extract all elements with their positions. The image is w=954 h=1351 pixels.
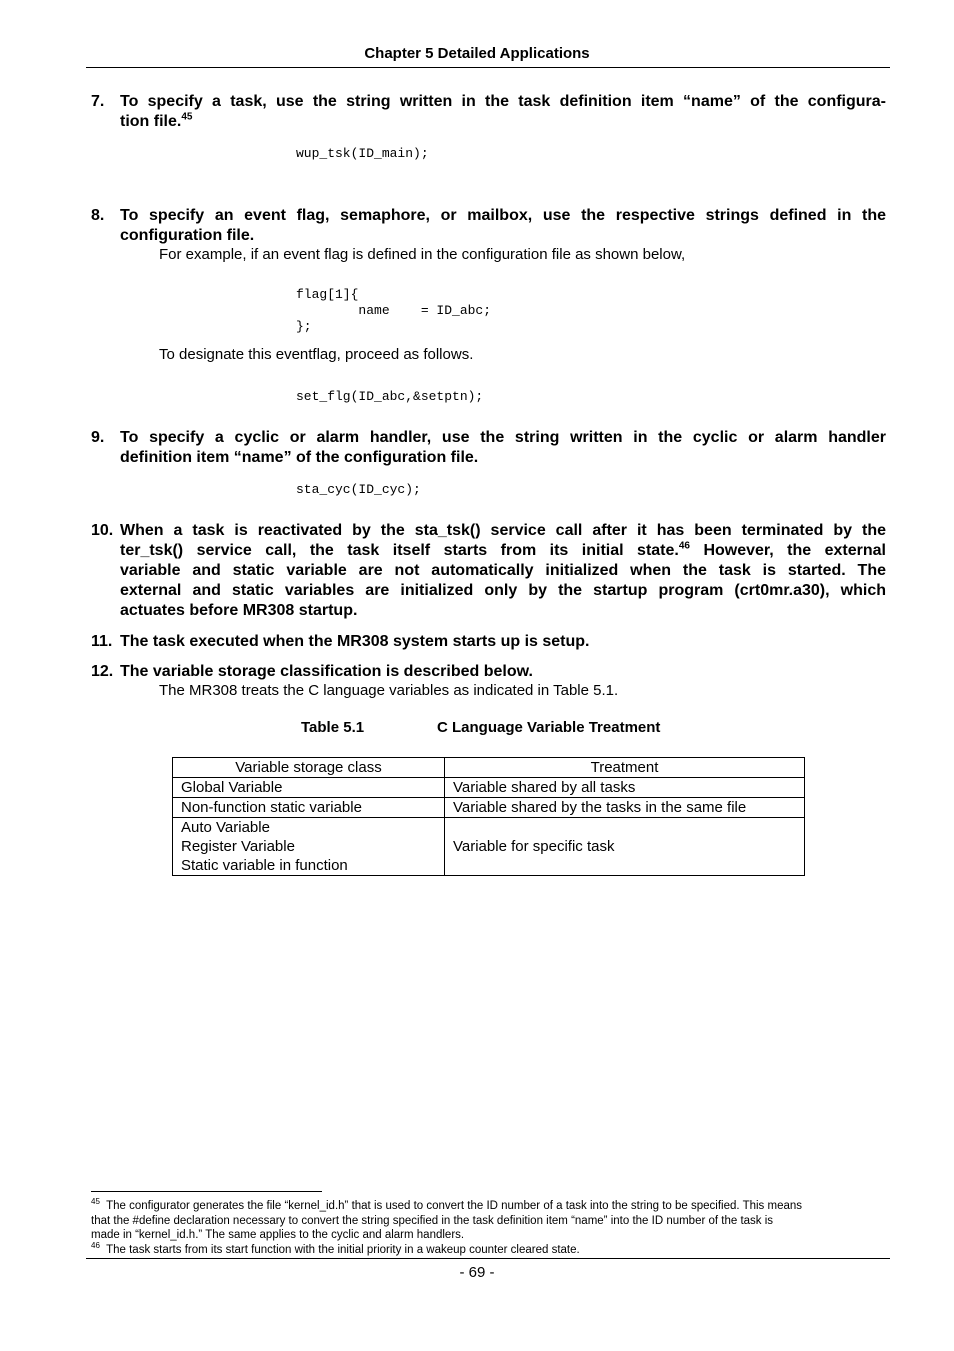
item-8-line-1: To specify an event flag, semaphore, or mailbox, use the respective strings defined in the <box>120 207 886 224</box>
item-number: 9. <box>91 429 105 446</box>
item-12-paragraph: The MR308 treats the C language variables as indicated in Table 5.1. <box>159 682 619 699</box>
item-11-text: The task executed when the MR308 system starts up is setup. <box>120 633 590 650</box>
item-8-line-2: configuration file. <box>120 227 255 244</box>
variable-treatment-table <box>172 757 805 876</box>
table-cell: Non-function static variable <box>173 798 445 818</box>
table-row <box>173 778 805 798</box>
footer-rule <box>86 1258 890 1259</box>
table-cell: Variable shared by all tasks <box>445 778 805 798</box>
item-12-text: The variable storage classification is described below. <box>120 663 533 680</box>
footnote-mark-46: 46 <box>91 1241 100 1251</box>
table-cell-line: Static variable in function <box>181 857 348 874</box>
item-number: 12. <box>91 663 114 680</box>
table-row <box>173 798 805 818</box>
item-number: 10. <box>91 522 114 539</box>
code-sta-cyc: sta_cyc(ID_cyc); <box>296 482 421 497</box>
list-item-7 <box>91 92 886 132</box>
list-item-12 <box>91 662 886 682</box>
table-cell: Global Variable <box>173 778 445 798</box>
table-cell-line: Register Variable <box>181 838 295 855</box>
table-header-cell: Variable storage class <box>173 758 445 778</box>
code-set-flg: set_flg(ID_abc,&setptn); <box>296 389 484 404</box>
table-caption-number: Table 5.1 <box>301 719 365 736</box>
footnote-ref-45: 45 <box>181 111 193 123</box>
code-wup-tsk: wup_tsk(ID_main); <box>296 146 429 161</box>
footnote-separator <box>91 1191 322 1192</box>
table-row <box>173 818 805 876</box>
item-8-paragraph-1: For example, if an event flag is defined in the configuration file as shown below, <box>159 246 686 263</box>
item-10-line-5: actuates before MR308 startup. <box>120 602 358 619</box>
table-header-row <box>173 758 805 778</box>
item-10-line-3: variable and static variable are not automatically initialized when the task is started. The <box>120 562 886 579</box>
table-caption-title: C Language Variable Treatment <box>437 719 661 736</box>
table-cell <box>173 818 445 876</box>
table-cell-line: Auto Variable <box>181 819 270 836</box>
item-number: 7. <box>91 93 105 110</box>
item-number: 8. <box>91 207 105 224</box>
header-rule <box>86 67 890 68</box>
footnote-mark-45: 45 <box>91 1197 100 1207</box>
list-item-10 <box>91 521 886 621</box>
item-7-line-1: To specify a task, use the string written in the task definition item “name” of the configura- <box>120 93 886 110</box>
item-10-line-4: external and static variables are initialized only by the startup program (crt0mr.a30), which <box>120 582 886 599</box>
list-item-11 <box>91 632 886 652</box>
list-item-9 <box>91 428 886 468</box>
footnote-46: $^{46}$ The task starts from its start function with the initial priority in a wakeup counter cleared state. <box>91 1241 580 1256</box>
item-10-line-1: When a task is reactivated by the sta_tsk() service call after it has been terminated by the <box>120 522 886 539</box>
page-number: - 69 - <box>459 1264 495 1281</box>
table-cell: Variable shared by the tasks in the same file <box>445 798 805 818</box>
item-7-line-2: tion file.$^{45}$ <box>120 111 193 130</box>
item-10-line-2: ter_tsk() service call, the task itself starts from its initial state.$^{46}$ However, the external <box>120 540 886 559</box>
item-9-line-2: definition item “name” of the configuration file. <box>120 449 479 466</box>
item-9-line-1: To specify a cyclic or alarm handler, use the string written in the cyclic or alarm handler <box>120 429 886 446</box>
page-header-title: Chapter 5 Detailed Applications <box>364 45 590 62</box>
item-number: 11. <box>91 633 113 650</box>
code-flag-definition: flag[1]{ name = ID_abc; }; <box>296 287 492 334</box>
footnote-ref-46: 46 <box>678 540 690 552</box>
item-8-paragraph-2: To designate this eventflag, proceed as follows. <box>159 346 474 363</box>
table-header-cell: Treatment <box>445 758 805 778</box>
footnote-45: $^{45}$ The configurator generates the file “kernel_id.h” that is used to convert the ID number of a task into the string to be specified. This means that the #define declaration necessary to convert the string specified in the task definition item “name” into the ID number of the task is made in “kernel_id.h.” The same applies to the cyclic and alarm handlers. <box>91 1197 803 1241</box>
list-item-8 <box>91 206 886 246</box>
table-cell: Variable for specific task <box>445 818 805 876</box>
